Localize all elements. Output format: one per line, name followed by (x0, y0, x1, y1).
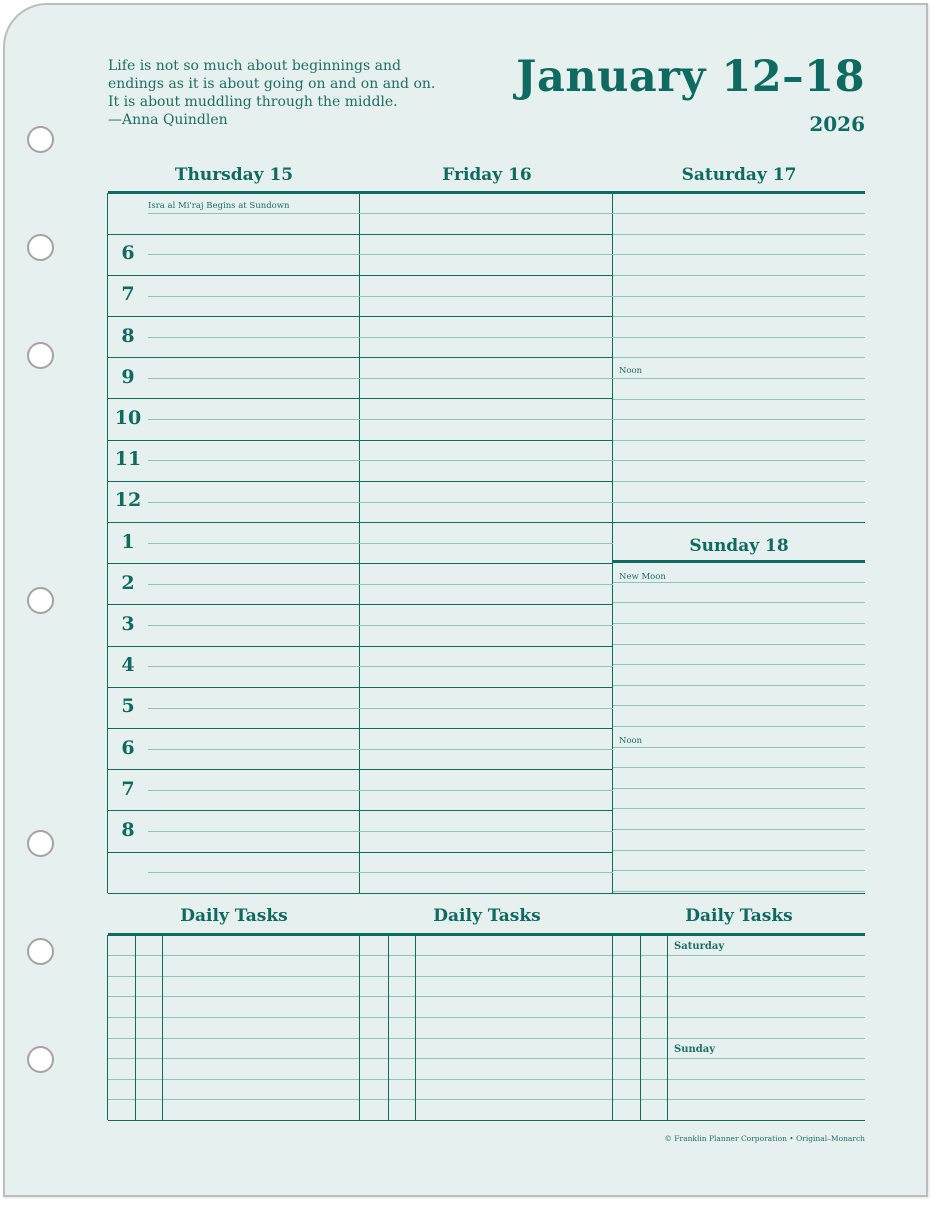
tasks-column-divider (612, 935, 613, 1120)
saturday-line (613, 399, 865, 400)
half-hour-line (360, 831, 613, 832)
half-hour-line (148, 790, 360, 791)
sunday-line (613, 602, 865, 603)
hour-row-line (108, 522, 613, 523)
hour-row-line (108, 234, 613, 235)
saturday-line (613, 254, 865, 255)
half-hour-line (148, 584, 360, 585)
binder-hole (27, 342, 54, 369)
task-checkbox-column (135, 935, 136, 1120)
half-hour-line (148, 419, 360, 420)
saturday-line (613, 378, 865, 379)
saturday-line (613, 440, 865, 441)
thursday-event-note: Isra al Mi'raj Begins at Sundown (148, 201, 290, 211)
tasks-bottom-rule (108, 1120, 865, 1121)
saturday-line (613, 460, 865, 461)
sunday-line (613, 870, 865, 871)
half-hour-line (148, 872, 360, 873)
half-hour-line (360, 213, 613, 214)
task-line (667, 1017, 865, 1018)
hour-label: 7 (121, 283, 135, 306)
half-hour-line (148, 502, 360, 503)
day-header-sunday: Sunday 18 (689, 536, 789, 556)
saturday-line (613, 337, 865, 338)
hour-row-line (108, 398, 613, 399)
half-hour-line (148, 378, 360, 379)
sunday-line (613, 891, 865, 892)
task-checkbox-column (640, 935, 641, 1120)
sunday-noon-marker: Noon (619, 736, 643, 746)
day-header-friday: Friday 16 (442, 165, 532, 185)
year-label: 2026 (809, 112, 865, 136)
sunday-line (613, 829, 865, 830)
grid-bottom-rule (108, 893, 865, 894)
saturday-line (613, 419, 865, 420)
week-title: January 12–18 (516, 52, 865, 102)
task-line (108, 1079, 613, 1080)
task-line (667, 996, 865, 997)
saturday-line (613, 275, 865, 276)
half-hour-line (148, 749, 360, 750)
half-hour-line (360, 749, 613, 750)
day-header-saturday: Saturday 17 (681, 165, 797, 185)
half-hour-line (360, 337, 613, 338)
hour-row-line (108, 687, 613, 688)
half-hour-line (360, 254, 613, 255)
daily-quote: Life is not so much about beginnings and endings as it is about going on and on and on. It is about muddling through the middle. —Anna Quindlen (108, 58, 436, 128)
sunday-line (613, 623, 865, 624)
binder-hole (27, 126, 54, 153)
binder-hole (27, 830, 54, 857)
half-hour-line (360, 708, 613, 709)
half-hour-line (148, 543, 360, 544)
task-checkbox-column (388, 935, 389, 1120)
binder-hole (27, 587, 54, 614)
half-hour-line (148, 666, 360, 667)
task-checkbox-column (415, 935, 416, 1120)
daily-tasks-heading: Daily Tasks (433, 906, 541, 926)
binder-hole (27, 234, 54, 261)
hour-label: 11 (114, 448, 142, 471)
half-hour-line (148, 831, 360, 832)
day-header-thursday: Thursday 15 (174, 165, 294, 185)
task-line (667, 976, 865, 977)
hour-row-line (108, 440, 613, 441)
half-hour-line (360, 666, 613, 667)
tasks-column-divider (359, 935, 360, 1120)
sunday-line (613, 685, 865, 686)
task-line (667, 955, 865, 956)
hour-row-line (108, 481, 613, 482)
saturday-bottom-rule (613, 522, 865, 523)
hour-row-line (108, 563, 613, 564)
hour-label: 5 (121, 695, 135, 718)
saturday-line (613, 357, 865, 358)
half-hour-line (360, 502, 613, 503)
hour-label: 10 (114, 407, 142, 429)
sunday-header-rule (613, 560, 865, 563)
task-checkbox-column (667, 935, 668, 1120)
hour-row-line (108, 852, 613, 853)
hour-label: 1 (121, 530, 135, 553)
sunday-event-note: New Moon (619, 572, 666, 582)
hour-label: 4 (121, 654, 135, 677)
half-hour-line (360, 460, 613, 461)
tasks-saturday-label: Saturday (674, 941, 725, 952)
sunday-line (613, 664, 865, 665)
half-hour-line (360, 543, 613, 544)
sunday-line (613, 808, 865, 809)
daily-tasks-heading: Daily Tasks (685, 906, 793, 926)
half-hour-line (360, 790, 613, 791)
footer-copyright: © Franklin Planner Corporation • Original–Monarch (664, 1134, 865, 1143)
half-hour-line (148, 337, 360, 338)
hour-label: 9 (121, 365, 135, 388)
saturday-noon-marker: Noon (619, 366, 643, 376)
half-hour-line (148, 213, 360, 214)
task-line (108, 1038, 613, 1039)
sunday-line (613, 644, 865, 645)
half-hour-line (148, 296, 360, 297)
half-hour-line (360, 419, 613, 420)
tasks-sunday-label: Sunday (674, 1044, 716, 1055)
half-hour-line (148, 625, 360, 626)
saturday-line (613, 213, 865, 214)
tasks-header-rule (108, 933, 865, 936)
half-hour-line (148, 254, 360, 255)
hour-label: 8 (121, 819, 135, 841)
hour-row-line (108, 604, 613, 605)
saturday-line (613, 502, 865, 503)
saturday-line (613, 316, 865, 317)
hour-row-line (108, 357, 613, 358)
sunday-line (613, 747, 865, 748)
half-hour-line (360, 584, 613, 585)
half-hour-line (360, 296, 613, 297)
half-hour-line (360, 625, 613, 626)
task-line (108, 1099, 613, 1100)
half-hour-line (360, 872, 613, 873)
hour-row-line (108, 316, 613, 317)
hour-label: 12 (114, 489, 142, 512)
sunday-line (613, 705, 865, 706)
half-hour-line (148, 708, 360, 709)
sunday-line (613, 726, 865, 727)
saturday-line (613, 296, 865, 297)
task-checkbox-column (162, 935, 163, 1120)
task-line (108, 1017, 613, 1018)
task-line (667, 1099, 865, 1100)
task-line (667, 1038, 865, 1039)
task-line (108, 1058, 613, 1059)
binder-hole (27, 938, 54, 965)
sunday-line (613, 788, 865, 789)
task-line (108, 976, 613, 977)
hour-label: 3 (121, 613, 135, 635)
hour-label: 7 (121, 777, 135, 800)
hour-label: 8 (121, 324, 135, 347)
task-line (108, 955, 613, 956)
hour-row-line (108, 728, 613, 729)
saturday-line (613, 234, 865, 235)
task-line (667, 1079, 865, 1080)
hour-label: 2 (121, 571, 135, 594)
hour-row-line (108, 646, 613, 647)
hour-row-line (108, 275, 613, 276)
hour-row-line (108, 769, 613, 770)
hour-row-line (108, 810, 613, 811)
header-rule (108, 191, 865, 194)
half-hour-line (148, 460, 360, 461)
sunday-line (613, 767, 865, 768)
task-line (667, 1058, 865, 1059)
binder-hole (27, 1046, 54, 1073)
daily-tasks-heading: Daily Tasks (180, 906, 288, 926)
saturday-line (613, 481, 865, 482)
hour-label: 6 (121, 242, 135, 265)
hour-label: 6 (121, 736, 135, 759)
tasks-column-divider (107, 935, 108, 1120)
task-line (108, 996, 613, 997)
sunday-line (613, 850, 865, 851)
half-hour-line (360, 378, 613, 379)
